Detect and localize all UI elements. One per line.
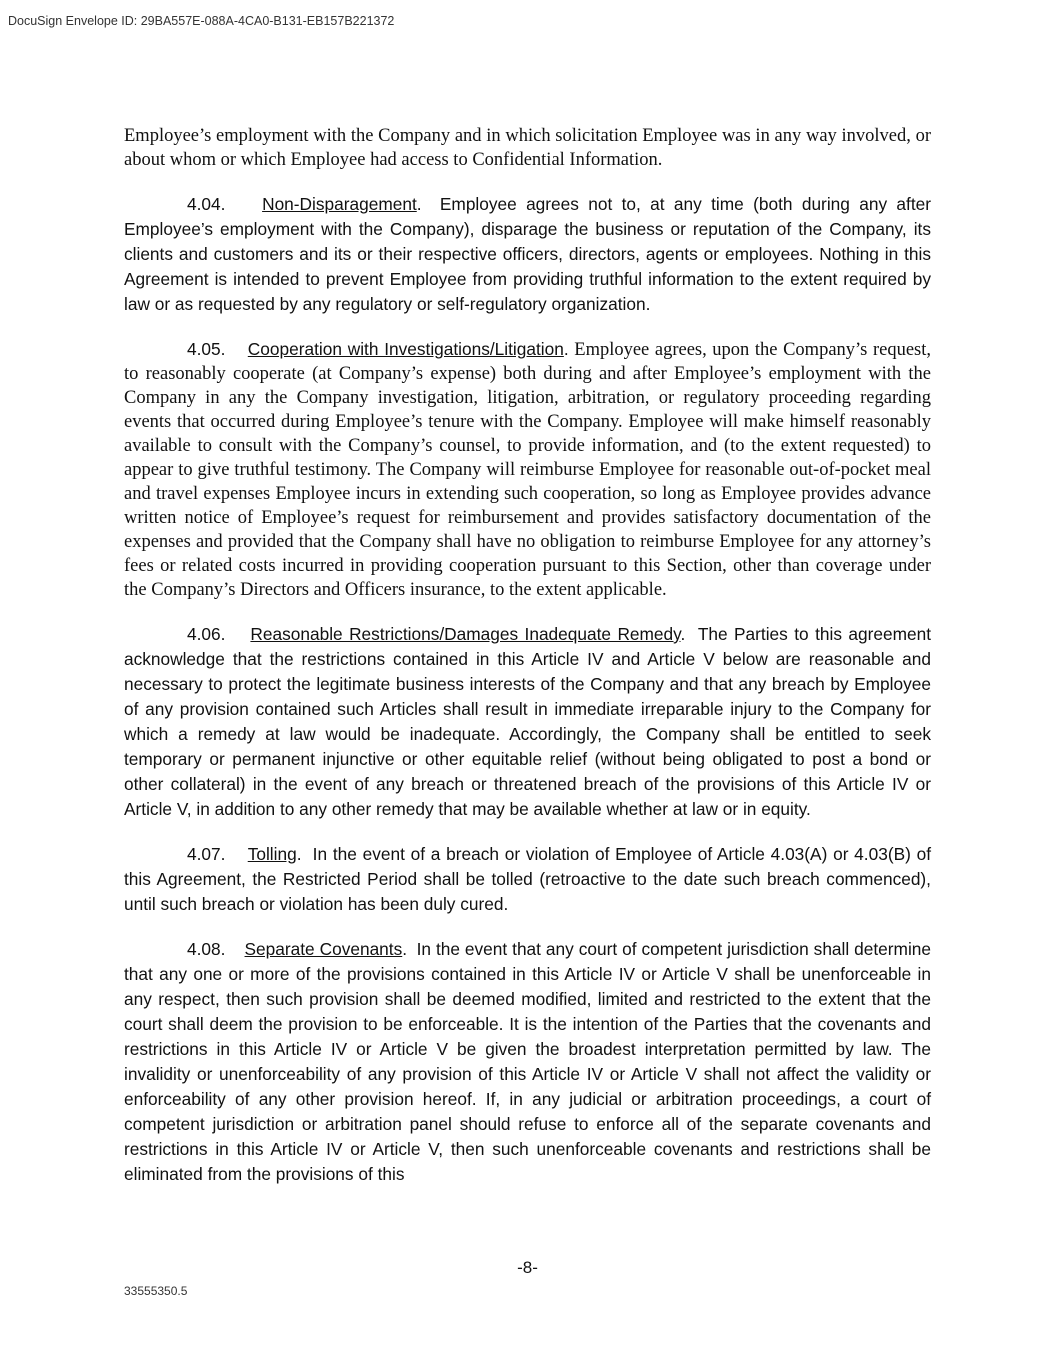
section-4-08 <box>124 937 931 1187</box>
section-heading: Cooperation with Investigations/Litigation <box>247 339 564 359</box>
document-body <box>124 124 931 1187</box>
section-heading: Reasonable Restrictions/Damages Inadequate Remedy <box>250 624 681 644</box>
heading-period: . <box>296 844 302 864</box>
section-text: In the event that any court of competent jurisdiction shall determine that any one or more of the provisions contained in this Article IV or Article V shall be unenforceable in any respect, then such provision shall be deemed modified, limited and restricted to the extent that the court shall deem the provision to be enforceable. It is the intention of the Parties that the covenants and restrictions in this Article IV or Article V be given the broadest interpretation permitted by law. The invalidity or unenforceability of any provision of this Article IV or Article V shall not affect the validity or enforceability of any other provision hereof. If, in any judicial or arbitration proceedings, a court of competent jurisdiction or arbitration panel should refuse to enforce all of the separate covenants and restrictions in this Article IV or Article V, then such unenforceable covenants and restrictions shall be eliminated from the provisions of this <box>124 939 932 1184</box>
heading-period: . <box>563 339 569 359</box>
section-text: Employee agrees, upon the Company’s request, to reasonably cooperate (at Company’s expense) both during and after Employee’s employment with the Company in any the Company investigation, litigation, arbitration, or regulatory proceeding regarding events that occurred during Employee’s tenure with the Company. Employee will make himself reasonably available to consult with the Company’s counsel, to provide information, and (to the extent requested) to appear to give truthful testimony. The Company will reimburse Employee for reasonable out-of-pocket meal and travel expenses Employee incurs in extending such cooperation, so long as Employee provides advance written notice of Employee’s request for reimbursement and provides satisfactory documentation of the expenses and provided that the Company shall have no obligation to reimburse Employee for any attorney’s fees or related costs incurred in providing cooperation pursuant to this Section, other than coverage under the Company’s Directors and Officers insurance, to the extent applicable. <box>124 340 932 600</box>
section-text: In the event of a breach or violation of Employee of Article 4.03(A) or 4.03(B) of this Agreement, the Restricted Period shall be tolled (retroactive to the date such breach commenced), until such breach or violation has been duly cured. <box>124 844 932 914</box>
section-text: The Parties to this agreement acknowledge that the restrictions contained in this Article IV and Article V below are reasonable and necessary to protect the legitimate business interests of the Company and that any breach by Employee of any provision contained such Articles shall result in immediate irreparable injury to the Company for which a remedy at law would be inadequate. Accordingly, the Company shall be entitled to seek temporary or permanent injunctive or other equitable relief (without being obligated to post a bond or other collateral) in the event of any breach or threatened breach of the provisions of this Article IV or Article V, in addition to any other remedy that may be available whether at law or in equity. <box>124 624 931 819</box>
section-number: 4.08. <box>187 939 226 959</box>
paragraph-text: Employee’s employment with the Company and in which solicitation Employee was in any way involved, or about whom or which Employee had access to Confidential Information. <box>124 126 931 170</box>
section-number: 4.04. <box>187 194 226 214</box>
section-text: Employee agrees not to, at any time (both during any after Employee’s employment with the Company), disparage the business or reputation of the Company, its clients and customers and its or their respective officers, directors, agents or employees. Nothing in this Agreement is intended to prevent Employee from providing truthful information to the extent required by law or as requested by any regulatory or self-regulatory organization. <box>124 194 931 314</box>
document-id: 33555350.5 <box>124 1284 188 1298</box>
section-4-04 <box>124 192 931 317</box>
section-heading: Separate Covenants <box>244 939 403 959</box>
page-number: -8- <box>517 1258 538 1277</box>
heading-period: . <box>402 939 408 959</box>
section-number: 4.07. <box>187 844 226 864</box>
section-heading: Tolling <box>247 844 297 864</box>
paragraph-continuation <box>124 124 931 172</box>
section-heading: Non-Disparagement <box>262 194 417 214</box>
section-number: 4.06. <box>187 624 226 644</box>
section-4-06 <box>124 622 931 822</box>
heading-period: . <box>680 624 686 644</box>
envelope-id: DocuSign Envelope ID: 29BA557E-088A-4CA0-B131-EB157B221372 <box>8 14 395 28</box>
heading-period: . <box>416 194 422 214</box>
section-4-07 <box>124 842 931 917</box>
section-number: 4.05. <box>187 339 226 359</box>
section-4-05 <box>124 337 931 602</box>
